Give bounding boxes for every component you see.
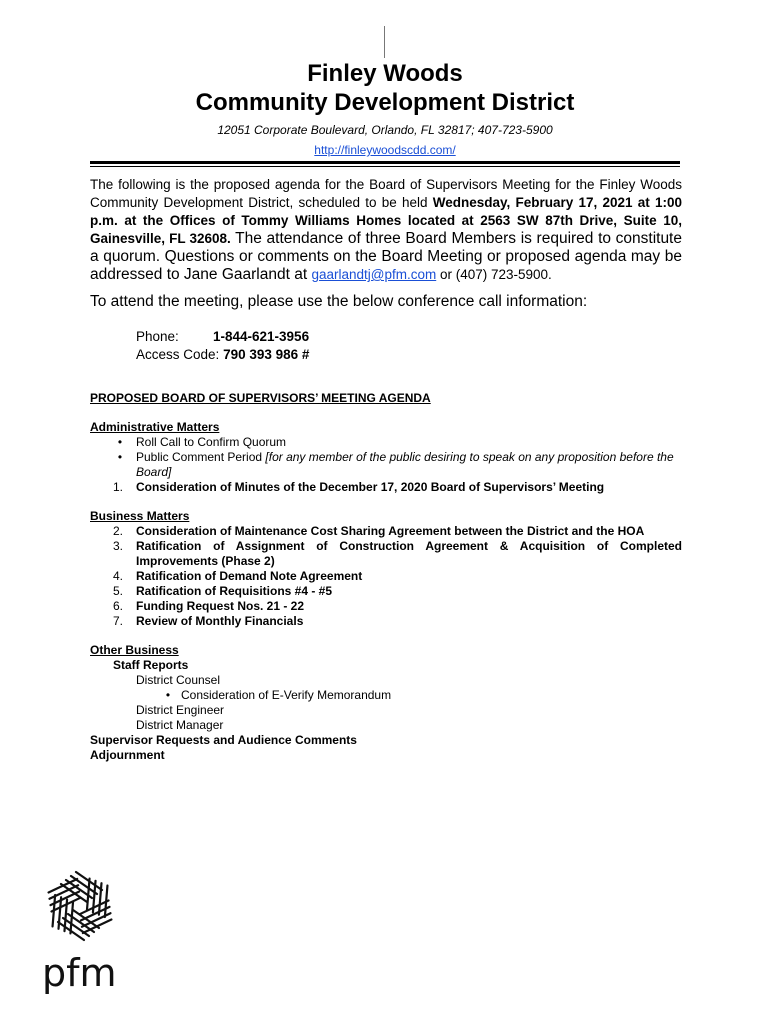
website-link[interactable]: http://finleywoodscdd.com/ bbox=[314, 143, 456, 157]
list-item bbox=[90, 569, 682, 584]
item-number: 5. bbox=[112, 584, 123, 598]
intro-paragraph bbox=[90, 176, 682, 284]
list-item-text: Ratification of Demand Note Agreement bbox=[136, 569, 363, 583]
business-section-title: Business Matters bbox=[90, 509, 190, 523]
district-title-line1: Finley Woods bbox=[307, 60, 463, 87]
list-item-text: Ratification of Assignment of Construction Agreement & Acquisition of Completed Improvements (Phase 2) bbox=[136, 539, 682, 568]
district-title-line2: Community Development District bbox=[195, 89, 575, 116]
list-item-text: Review of Monthly Financials bbox=[136, 614, 304, 628]
meeting-details: Wednesday, February 17, 2021 at 1:00 p.m. at the Offices of Tommy Williams Homes located at 2563 SW 87th Drive, Suite 10, Gainesville, FL 32608. bbox=[90, 195, 683, 246]
list-item-text: Public Comment Period bbox=[136, 450, 263, 464]
item-number: 2. bbox=[112, 524, 123, 538]
bullet-icon: • bbox=[165, 688, 171, 702]
pfm-logo-icon bbox=[40, 870, 121, 942]
contact-email-link[interactable]: gaarlandtj@pfm.com bbox=[311, 267, 437, 282]
header-divider-line bbox=[384, 26, 385, 58]
list-item bbox=[90, 599, 682, 614]
bullet-icon: • bbox=[117, 435, 123, 449]
adjournment: Adjournment bbox=[90, 748, 165, 762]
list-item-text: Roll Call to Confirm Quorum bbox=[136, 435, 287, 449]
other-section-title: Other Business bbox=[90, 643, 179, 657]
list-item bbox=[90, 584, 682, 599]
district-manager: District Manager bbox=[136, 718, 224, 732]
list-item bbox=[90, 614, 682, 629]
item-number: 7. bbox=[112, 614, 123, 628]
header-rule-thick bbox=[90, 161, 680, 164]
item-number: 4. bbox=[112, 569, 123, 583]
list-item-text: Ratification of Requisitions #4 - #5 bbox=[136, 584, 333, 598]
questions-note: Questions or comments on the Board Meeting or proposed agenda may be addressed to Jane Gaarlandt at bbox=[90, 248, 682, 283]
item-number: 6. bbox=[112, 599, 123, 613]
contact-phone: or (407) 723-5900. bbox=[436, 267, 552, 282]
list-item bbox=[90, 435, 682, 450]
header-rule-thin bbox=[90, 166, 680, 167]
list-item-text: Funding Request Nos. 21 - 22 bbox=[136, 599, 305, 613]
district-address: 12051 Corporate Boulevard, Orlando, FL 32817; 407-723-5900 bbox=[217, 123, 553, 137]
list-item bbox=[90, 688, 682, 703]
agenda bbox=[90, 391, 682, 763]
district-engineer: District Engineer bbox=[136, 703, 225, 717]
supervisor-requests: Supervisor Requests and Audience Comments bbox=[90, 733, 357, 747]
list-item-text: Consideration of Maintenance Cost Sharing Agreement between the District and the HOA bbox=[136, 524, 645, 538]
agenda-heading: PROPOSED BOARD OF SUPERVISORS’ MEETING AGENDA bbox=[90, 391, 431, 405]
pfm-logo-text: pfm bbox=[42, 951, 117, 995]
list-item bbox=[90, 480, 682, 495]
item-number: 1. bbox=[112, 480, 123, 494]
list-item bbox=[90, 539, 682, 569]
conference-intro: To attend the meeting, please use the below conference call information: bbox=[90, 293, 588, 310]
district-counsel: District Counsel bbox=[136, 673, 221, 687]
phone-label: Phone: bbox=[136, 329, 179, 344]
staff-reports-heading: Staff Reports bbox=[113, 658, 189, 672]
quorum-note: The attendance of three Board Members is required to constitute a quorum. bbox=[90, 230, 682, 265]
phone-number: 1-844-621-3956 bbox=[213, 329, 310, 344]
list-item bbox=[90, 524, 682, 539]
admin-section-title: Administrative Matters bbox=[90, 420, 220, 434]
list-item bbox=[90, 450, 682, 480]
list-item-text: Consideration of E-Verify Memorandum bbox=[181, 688, 392, 702]
intro-text: The following is the proposed agenda for the Board of Supervisors Meeting for the Finley Woods Community Development District, scheduled to be held bbox=[90, 177, 682, 210]
list-item-text: Consideration of Minutes of the December 17, 2020 Board of Supervisors’ Meeting bbox=[136, 480, 605, 494]
conference-info bbox=[136, 328, 309, 364]
access-code-label: Access Code: bbox=[136, 347, 220, 362]
list-item-note: [for any member of the public desiring to speak on any proposition before the Board] bbox=[136, 450, 674, 479]
bullet-icon: • bbox=[117, 450, 123, 464]
item-number: 3. bbox=[112, 539, 123, 553]
pfm-logo bbox=[36, 848, 126, 1008]
access-code-value: 790 393 986 # bbox=[223, 347, 310, 362]
